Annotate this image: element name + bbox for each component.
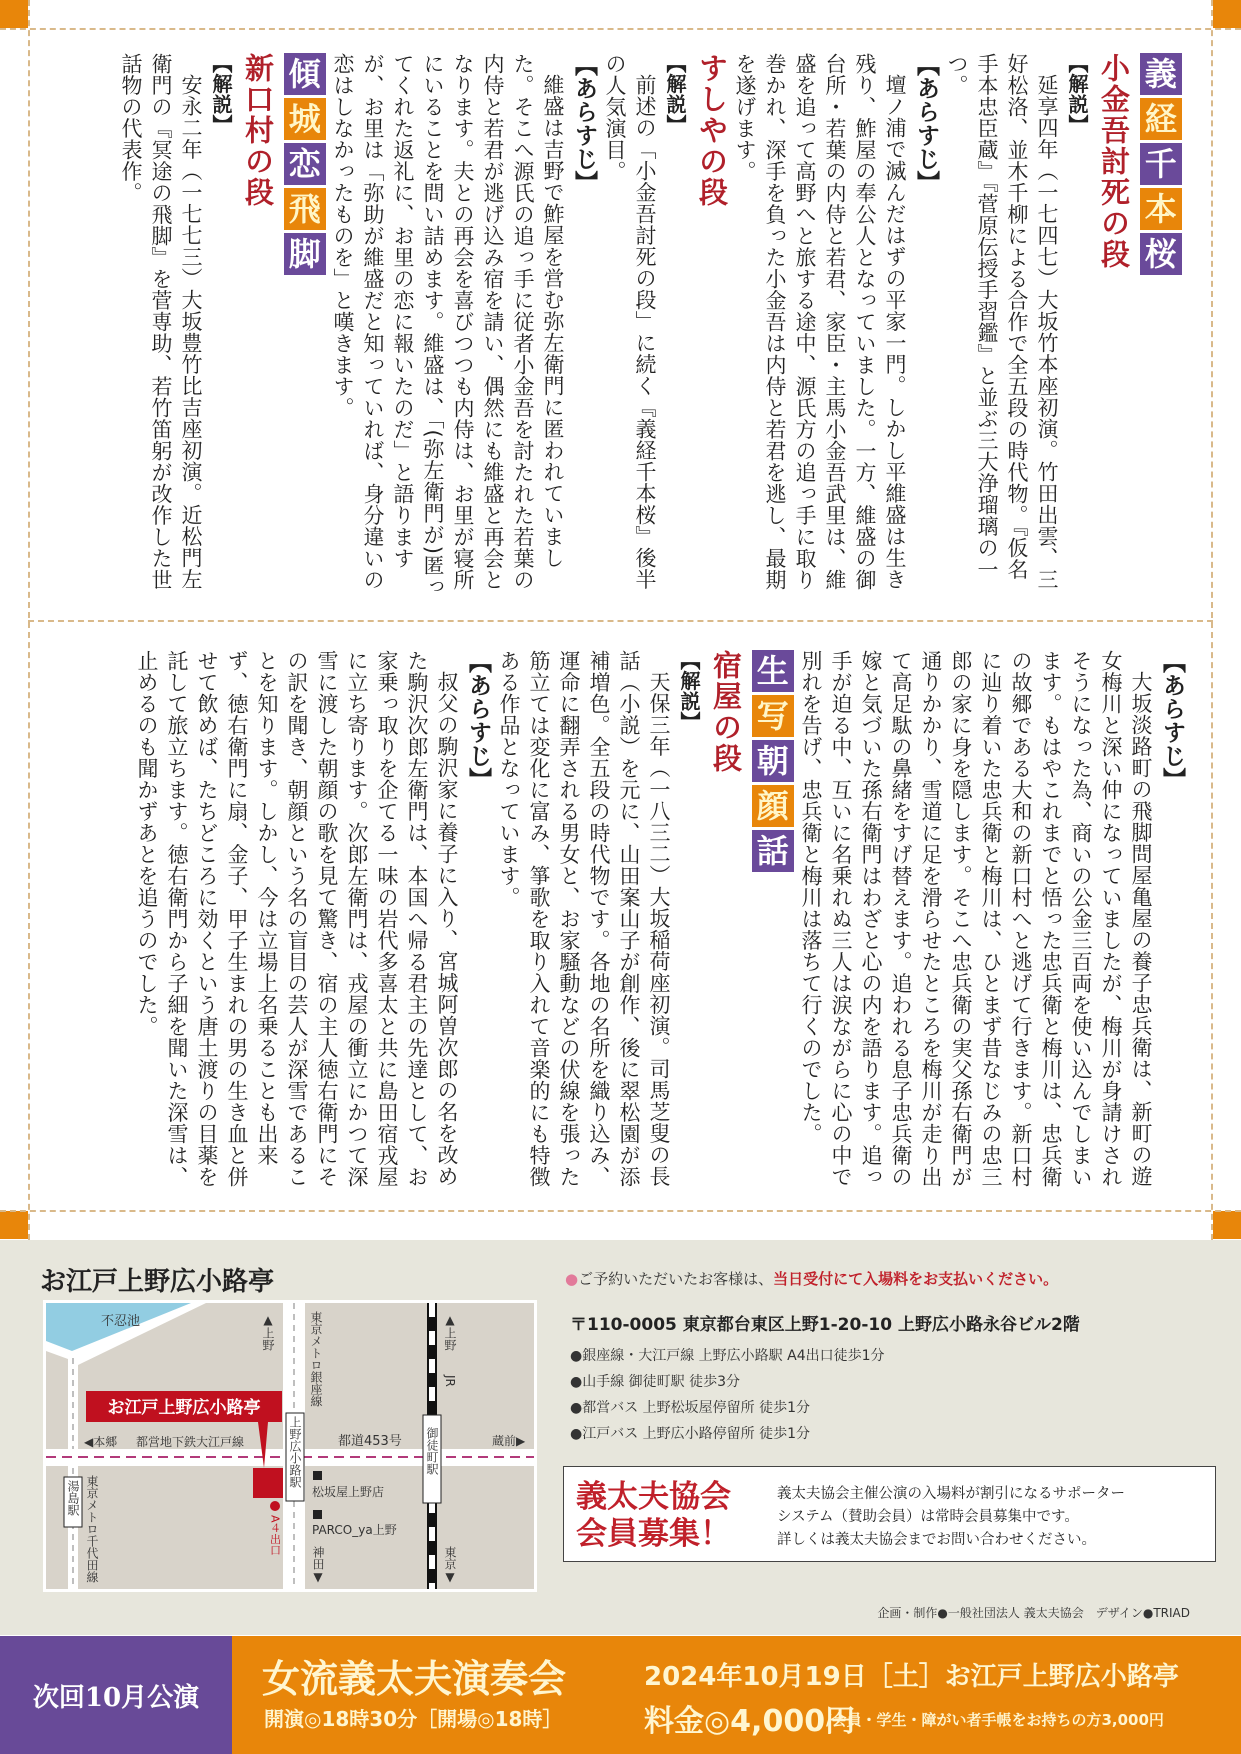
- divider: [28, 620, 1213, 622]
- kaisetsu-label: 【解説】: [663, 53, 687, 135]
- membership-headline-line: 義太夫協会: [576, 1479, 731, 1515]
- title-char: 本: [1140, 188, 1182, 230]
- kaisetsu-text: 天保三年（一八三二）大坂稲荷座初演。司馬芝叟の長話（小説）を元に、山田案山子が創作、後に翠松園が添補増色。全五段の時代物です。各地の名所を織り込み、運命に翻弄される男女と、お家騒動などの伏線を張った筋立ては変化に富み、箏歌を取り入れて音楽的にも特徴ある作品となっています。: [497, 650, 671, 1188]
- reservation-notice: [565, 1268, 1058, 1289]
- map-label-kuramae: 蔵前▶: [492, 1434, 526, 1448]
- access-item: ●銀座線・大江戸線 上野広小路駅 A4出口徒歩1分: [570, 1348, 885, 1364]
- divider: [0, 1210, 1241, 1212]
- access-item: ●山手線 御徒町駅 徒歩3分: [570, 1374, 741, 1390]
- kaisetsu-label: 【解説】: [209, 53, 233, 135]
- venue-address: 〒110-0005 東京都台東区上野1-20-10 上野広小路永谷ビル2階: [570, 1315, 1080, 1335]
- next-performance-label: [0, 1636, 232, 1754]
- next-performance-info: [232, 1636, 1241, 1754]
- title-char: 桜: [1140, 233, 1182, 275]
- map-label-ginza-line: 東京メトロ銀座線: [309, 1311, 323, 1407]
- scene-title: 新口村の段: [241, 53, 275, 208]
- kaisetsu-text: 前述の「小金吾討死の段」に続く『義経千本桜』後半の人気演目。: [603, 53, 657, 590]
- membership-line: 詳しくは義太夫協会までお問い合わせください。: [777, 1532, 1096, 1548]
- access-item: ●都営バス 上野松坂屋停留所 徒歩1分: [570, 1400, 811, 1416]
- venue-marker[interactable]: [253, 1468, 283, 1498]
- corner-mark: [1213, 0, 1241, 28]
- play-title-gikei-senbonzakura: [1138, 53, 1184, 601]
- map-label-exit-a4: A４出口: [268, 1515, 282, 1556]
- scene-title: 宿屋の段: [709, 650, 743, 774]
- arasuji-text: 壇ノ浦で滅んだはずの平家一門。しかし平維盛は生き残り、鮓屋の奉公人となっていました。一方、維盛の御台所・若葉の内侍と若君、家臣・主馬小金吾武里は、維盛を追って高野へと旅する途中、源氏方の追っ手に取り巻かれ、深手を負った小金吾は内侍と若君を逃し、最期を遂げます。: [733, 53, 907, 591]
- map-label-road: 都道453号: [338, 1434, 402, 1449]
- membership-box: [563, 1466, 1216, 1562]
- landmark-marker: [313, 1471, 322, 1480]
- map-label-jr: JR: [443, 1375, 457, 1387]
- arasuji-label: 【あらすじ】: [913, 53, 939, 194]
- title-char: 写: [752, 695, 794, 737]
- next-discount: /会員・学生・障がい者手帳をお持ちの方3,000円: [826, 1711, 1164, 1729]
- corner-mark: [0, 0, 28, 28]
- arasuji-label: 【あらすじ】: [465, 650, 491, 791]
- bullet-icon: ●: [565, 1270, 579, 1288]
- map-label-kanda: 神田▼: [311, 1546, 325, 1584]
- access-map[interactable]: [43, 1300, 537, 1592]
- title-char: 経: [1140, 98, 1182, 140]
- corner-mark: [1213, 1211, 1241, 1239]
- membership-headline-line: 会員募集！: [576, 1516, 731, 1552]
- membership-line: システム（賛助会員）は常時会員募集中です。: [777, 1509, 1079, 1525]
- arasuji-label: 【あらすじ】: [1159, 650, 1185, 791]
- corner-mark: [0, 1211, 28, 1239]
- divider: [28, 0, 30, 1240]
- kaisetsu-label: 【解説】: [1065, 53, 1089, 135]
- kaisetsu-text: 安永二年（一七七三）大坂豊竹比吉座初演。近松門左衛門の『冥途の飛脚』を菅専助、若竹笛躬が改作した世話物の代表作。: [119, 53, 203, 591]
- title-char: 飛: [284, 188, 326, 230]
- map-label-okachimachi-station: 御徒町駅: [425, 1427, 439, 1475]
- access-list: [570, 1343, 885, 1447]
- membership-headline: [576, 1479, 731, 1553]
- top-text-section: [60, 53, 1184, 601]
- title-char: 顔: [752, 785, 794, 827]
- scene-title: すしやの段: [695, 53, 729, 208]
- map-label-hirokoji-station: 上野広小路駅: [288, 1416, 302, 1488]
- bottom-text-section: [60, 650, 1188, 1198]
- title-char: 千: [1140, 143, 1182, 185]
- map-label-tokyo: 東京▼: [443, 1546, 457, 1584]
- title-char: 話: [752, 830, 794, 872]
- title-char: 城: [284, 98, 326, 140]
- play-title-keisei-koibikyaku: [282, 53, 328, 601]
- divider: [0, 28, 1241, 30]
- title-char: 恋: [284, 143, 326, 185]
- scene-title: 小金吾討死の段: [1097, 53, 1131, 270]
- map-label-yushima-station: 湯島駅: [66, 1480, 80, 1516]
- arasuji-text: 大坂淡路町の飛脚問屋亀屋の養子忠兵衛は、新町の遊女梅川と深い仲になっていましたが、梅川が身請けされそうになった為、商いの公金三百両を使い込んでしまいます。もはやこれまでと悟った忠兵衛と梅川は、忠兵衛の故郷である大和の新口村へと逃げて行きます。新口村に辿り着いた忠兵衛と梅川は、ひとまず昔なじみの忠三郎の家に身を隠します。そこへ忠兵衛の実父孫右衛門が通りかかり、雪道に足を滑らせたところを梅川が走り出て高足駄の鼻緒をすげ替えます。追われる息子忠兵衛の嫁と気づいた孫右衛門はわざと心の内を語ります。追っ手が迫る中、互いに名乗れぬ三人は涙ながらに心の中で別れを告げ、忠兵衛と梅川は落ちて行くのでした。: [799, 650, 1153, 1188]
- next-time: 開演◎18時30分［開場◎18時］: [264, 1707, 563, 1731]
- next-title: 女流義太夫演奏会: [262, 1656, 567, 1701]
- map-label-ueno: ▲上野: [261, 1313, 275, 1351]
- venue-title: お江戸上野広小路亭: [40, 1267, 275, 1297]
- next-date-venue: 2024年10月19日［土］お江戸上野広小路亭: [644, 1662, 1179, 1692]
- map-label-pond: 不忍池: [101, 1314, 141, 1329]
- title-char: 脚: [284, 233, 326, 275]
- landmark-marker: [313, 1510, 322, 1519]
- map-label-chiyoda-line: 東京メトロ千代田線: [85, 1475, 99, 1583]
- next-price: 料金◎4,000円: [644, 1704, 856, 1739]
- access-item: ●江戸バス 上野広小路停留所 徒歩1分: [570, 1426, 811, 1442]
- next-label-text: 次回10月公演: [32, 1682, 200, 1713]
- map-label-parco: PARCO_ya上野: [312, 1523, 397, 1537]
- arasuji-text: 叔父の駒沢家に養子に入り、宮城阿曽次郎の名を改めた駒沢次郎左衛門は、本国へ帰る君主の先達として、お家乗っ取りを企てる一味の岩代多喜太と共に島田宿戎屋に立ち寄ります。次郎左衛門は、戎屋の衝立にかつて深雪に渡した朝顔の歌を見て驚き、宿の主人徳右衛門にその訳を聞き、朝顔という名の盲目の芸人が深雪であることを知ります。しかし、今は立場上名乗ることも出来ず、徳右衛門に扇、金子、甲子生まれの男の生き血と併せて飲めば、たちどころに効くという唐土渡りの目薬を託して旅立ちます。徳右衛門から子細を聞いた深雪は、止めるのも聞かずあとを追うのでした。: [135, 650, 459, 1188]
- divider: [1211, 0, 1213, 1240]
- exit-marker: [270, 1501, 280, 1511]
- map-venue-label: お江戸上野広小路亭: [107, 1398, 261, 1418]
- map-label-hongo: ◀本郷: [84, 1435, 118, 1449]
- play-title-shousutsu-asagaobanashi: [750, 650, 796, 1198]
- kaisetsu-text: 延享四年（一七四七）大坂竹本座初演。竹田出雲、三好松洛、並木千柳による合作で全五段の時代物。『仮名手本忠臣蔵』『菅原伝授手習鑑』と並ぶ三大浄瑠璃の一つ。: [945, 53, 1059, 590]
- map-label-oedo-line: 都営地下鉄大江戸線: [136, 1435, 245, 1449]
- title-char: 朝: [752, 740, 794, 782]
- title-char: 傾: [284, 53, 326, 95]
- arasuji-label: 【あらすじ】: [571, 53, 597, 194]
- arasuji-text: 維盛は吉野で鮓屋を営む弥左衛門に匿われていました。そこへ源氏の追っ手に従者小金吾を討たれた若葉の内侍と若君が逃げ込み宿を請い、偶然にも維盛と再会となります。夫との再会を喜びつつも内侍は、お里が寝所にいることを問い詰めます。維盛は、「(弥左衛門が)匿ってくれた返礼に、お里の恋に報いたのだ」と語りますが、お里は「弥助が維盛だと知っていれば、身分違いの恋はしなかったものを」と嘆きます。: [331, 53, 565, 598]
- map-label-matsuzakaya: 松坂屋上野店: [312, 1485, 385, 1499]
- credit-line: 企画・制作●一般社団法人 義太夫協会 デザイン●TRIAD: [877, 1606, 1190, 1620]
- map-label-ueno: ▲上野: [443, 1313, 457, 1351]
- notice-emphasis: 当日受付にて入場料をお支払いください。: [773, 1270, 1059, 1288]
- title-char: 生: [752, 650, 794, 692]
- membership-line: 義太夫協会主催公演の入場料が割引になるサポーター: [777, 1486, 1125, 1502]
- title-char: 義: [1140, 53, 1182, 95]
- notice-text: ご予約いただいたお客様は、: [578, 1270, 774, 1288]
- membership-description: [777, 1483, 1125, 1552]
- kaisetsu-label: 【解説】: [677, 650, 701, 732]
